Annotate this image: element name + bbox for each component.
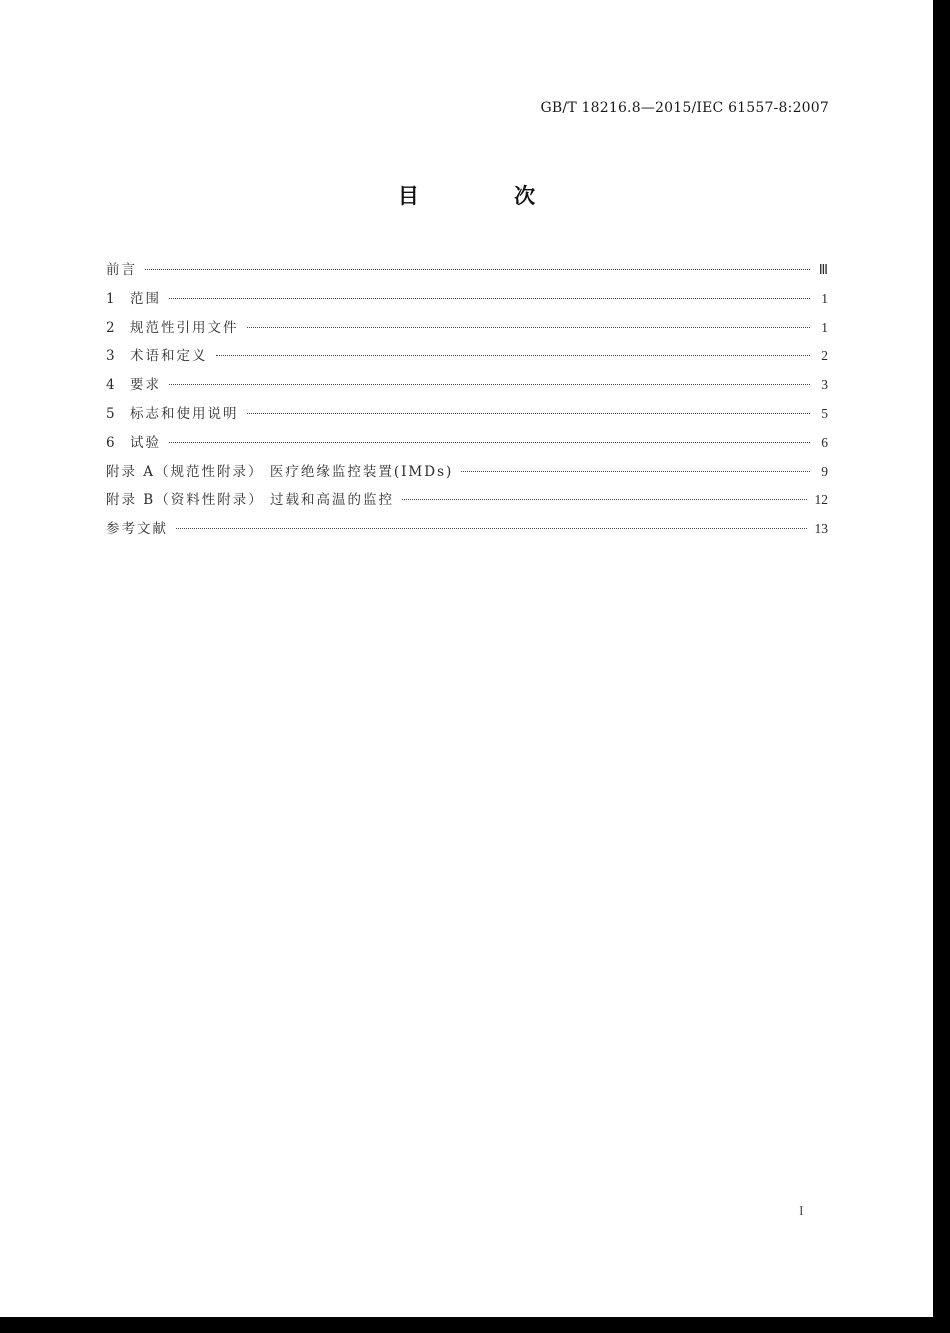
toc-entry-page: 13	[814, 521, 828, 537]
toc-entry-label: 标志和使用说明	[130, 405, 239, 422]
toc-entry[interactable]	[106, 458, 828, 487]
toc-entry-page: 5	[821, 405, 828, 421]
toc-entry[interactable]	[106, 515, 828, 544]
toc-leader-dots	[145, 269, 810, 270]
toc-leader-dots	[247, 413, 811, 414]
toc-entry[interactable]	[106, 285, 828, 314]
toc-leader-dots	[461, 471, 810, 472]
toc-entry-label: 规范性引用文件	[130, 319, 239, 336]
toc-leader-dots	[176, 528, 807, 529]
page-title: 目 次	[397, 184, 580, 208]
toc-entry[interactable]	[106, 314, 828, 343]
toc-entry-number: 6	[106, 434, 115, 451]
page-number: I	[799, 1204, 804, 1219]
toc-leader-dots	[169, 384, 810, 385]
toc-leader-dots	[216, 355, 811, 356]
toc-entry[interactable]	[106, 486, 828, 515]
toc-entry-label: 术语和定义	[130, 348, 208, 365]
toc-entry-label: 试验	[130, 434, 161, 451]
toc-entry-page: 9	[821, 463, 828, 479]
toc-entry[interactable]	[106, 429, 828, 458]
toc-entry[interactable]	[106, 342, 828, 371]
toc-entry-page: 1	[821, 290, 828, 306]
toc-entry-number: 1	[106, 290, 115, 307]
toc-entry-number: 2	[106, 319, 115, 336]
toc-entry-number: 5	[106, 405, 115, 422]
toc-entry-page: 2	[821, 348, 828, 364]
toc-entry-page: Ⅲ	[818, 262, 828, 277]
toc-entry-page: 12	[814, 492, 828, 508]
toc-entry-label: 参考文献	[106, 521, 168, 538]
standard-number: GB/T 18216.8—2015/IEC 61557-8:2007	[540, 100, 829, 116]
toc-entry-page: 1	[821, 319, 828, 335]
toc-entry-page: 3	[821, 377, 828, 393]
toc-entry-label: 范围	[130, 290, 161, 307]
toc-entry-label: 附录 A（规范性附录） 医疗绝缘监控装置(IMDs)	[106, 463, 454, 480]
toc-entry[interactable]	[106, 400, 828, 429]
toc-entry-number: 4	[106, 377, 115, 394]
toc-entry[interactable]	[106, 256, 828, 285]
table-of-contents	[106, 256, 828, 544]
toc-entry-page: 6	[821, 434, 828, 450]
toc-leader-dots	[402, 499, 806, 500]
toc-leader-dots	[169, 442, 810, 443]
toc-entry-number: 3	[106, 348, 115, 365]
toc-entry[interactable]	[106, 371, 828, 400]
toc-entry-label: 要求	[130, 377, 161, 394]
toc-entry-label: 附录 B（资料性附录） 过载和高温的监控	[106, 492, 395, 509]
toc-entry-label: 前言	[106, 262, 137, 278]
toc-leader-dots	[247, 327, 811, 328]
toc-leader-dots	[169, 298, 810, 299]
